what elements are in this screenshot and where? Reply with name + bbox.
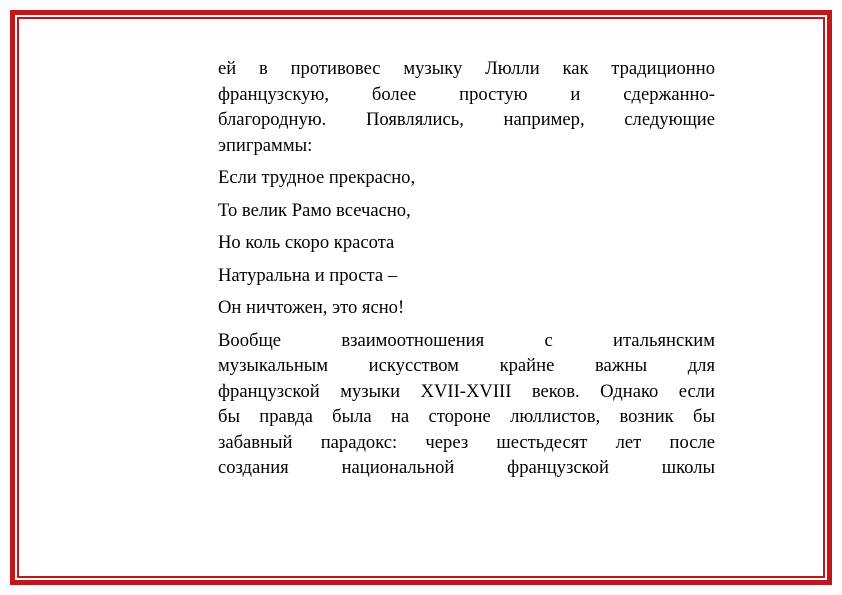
epigram-line: Если трудное прекрасно, bbox=[218, 167, 416, 188]
text-line: Вообще взаимоотношения с итальянским bbox=[218, 329, 715, 351]
closing-paragraph bbox=[218, 328, 715, 481]
text-line: бы правда была на стороне люллистов, возник бы bbox=[218, 406, 715, 427]
intro-paragraph bbox=[218, 56, 715, 158]
text-line: французской музыки XVII-XVIII веков. Однако если bbox=[218, 380, 715, 402]
text-line: музыкальным искусством крайне важны для bbox=[218, 355, 715, 376]
epigram-line: То велик Рамо всечасно, bbox=[218, 199, 411, 221]
epigram-line: Он ничтожен, это ясно! bbox=[218, 297, 405, 318]
text-line: ей в противовес музыку Люлли как традиционно bbox=[218, 58, 715, 79]
epigram-line: Но коль скоро красота bbox=[218, 232, 395, 253]
epigram-line: Натуральна и проста – bbox=[218, 264, 398, 286]
text-line: благородную. Появлялись, например, следующие bbox=[218, 109, 715, 130]
text-line: забавный парадокс: через шестьдесят лет после bbox=[218, 431, 715, 453]
text-line: создания национальной французской школы bbox=[218, 457, 715, 478]
document-text bbox=[218, 56, 715, 481]
text-line: эпиграммы: bbox=[218, 134, 313, 156]
text-line: французскую, более простую и сдержанно- bbox=[218, 83, 715, 105]
